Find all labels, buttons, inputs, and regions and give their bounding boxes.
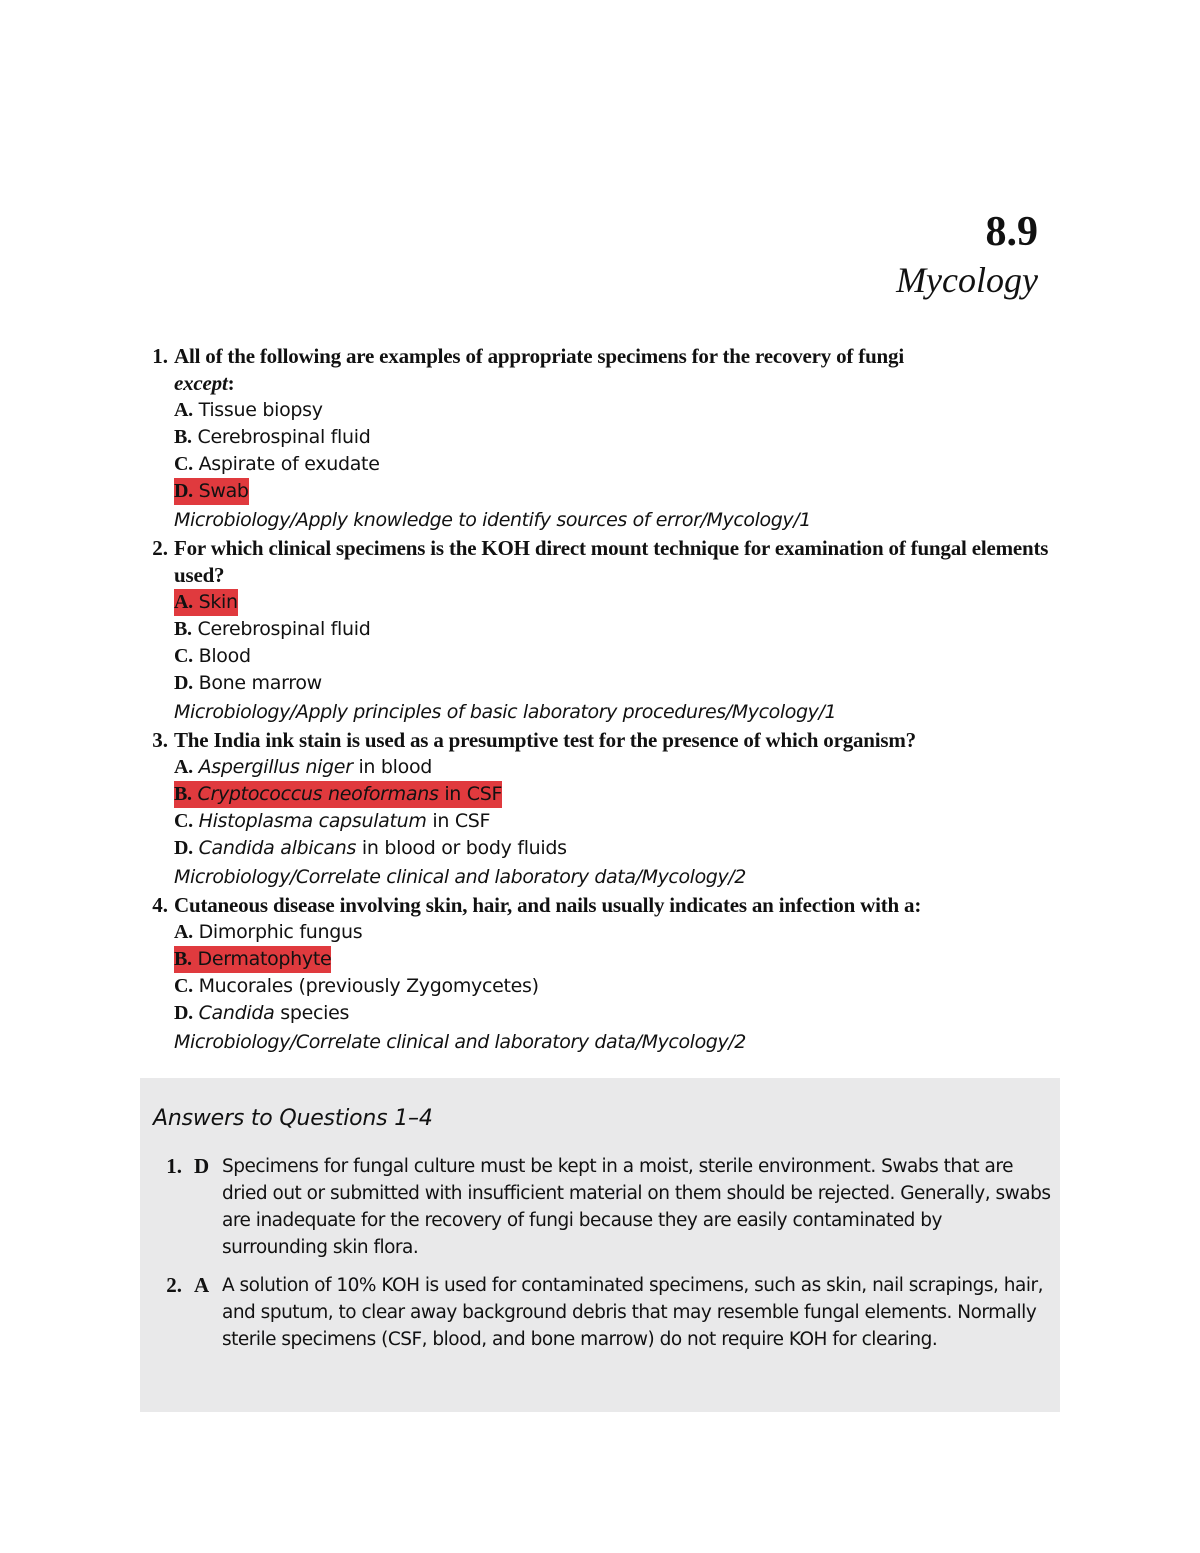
option-letter: C.: [174, 810, 193, 832]
option-b-correct-answer: [174, 781, 502, 808]
option-d: [174, 837, 567, 859]
option-text: Cerebrospinal fluid: [197, 618, 371, 640]
option-letter: D.: [174, 837, 193, 859]
option-text: in blood: [352, 756, 433, 778]
option-letter: C.: [174, 645, 193, 667]
answer-1: [140, 1153, 1051, 1261]
answer-number: 2.: [166, 1273, 182, 1297]
option-text: Tissue biopsy: [198, 399, 323, 421]
question-2: [140, 535, 1060, 727]
option-text: species: [274, 1002, 350, 1024]
option-c: [174, 810, 490, 832]
question-stem: The India ink stain is used as a presumptive test for the presence of which organism?: [174, 728, 916, 752]
option-text: Swab: [198, 480, 249, 502]
organism-name: Candida: [198, 1002, 275, 1024]
question-stem: [174, 343, 1060, 397]
answer-letter: D: [194, 1154, 210, 1178]
question-objective: Microbiology/Correlate clinical and laboratory data/Mycology/2: [174, 866, 746, 888]
option-letter: B.: [174, 948, 192, 970]
option-letter: A.: [174, 591, 193, 613]
chapter-title: Mycology: [896, 260, 1038, 300]
organism-name: Candida albicans: [198, 837, 357, 859]
organism-name: Histoplasma capsulatum: [198, 810, 427, 832]
option-b-correct-answer: [174, 946, 331, 973]
option-d: [174, 1002, 349, 1024]
answer-2: [140, 1272, 1043, 1353]
question-objective: Microbiology/Correlate clinical and laboratory data/Mycology/2: [174, 1031, 746, 1053]
question-number: 2.: [152, 536, 168, 560]
option-letter: C.: [174, 453, 193, 475]
question-stem: For which clinical specimens is the KOH direct mount technique for examination of fungal elements used?: [174, 536, 1049, 587]
organism-name: Aspergillus niger: [198, 756, 353, 778]
option-b: [174, 426, 371, 448]
option-c: [174, 453, 380, 475]
option-c: [174, 645, 251, 667]
option-text: in blood or body fluids: [356, 837, 567, 859]
organism-name: Cryptococcus neoformans: [197, 783, 439, 805]
option-text: in CSF: [438, 783, 503, 805]
option-text: Bone marrow: [198, 672, 322, 694]
option-a-correct-answer: [174, 589, 238, 616]
option-text: Dermatophyte: [197, 948, 332, 970]
option-letter: A.: [174, 399, 193, 421]
option-text: in CSF: [426, 810, 491, 832]
option-a: [174, 756, 432, 778]
option-a: [174, 399, 323, 421]
question-objective: Microbiology/Apply principles of basic laboratory procedures/Mycology/1: [174, 701, 837, 723]
question-stem-text: All of the following are examples of appropriate specimens for the recovery of fungi: [174, 344, 904, 368]
option-a: [174, 921, 362, 943]
answer-letter: A: [194, 1273, 210, 1297]
option-d-correct-answer: [174, 478, 249, 505]
question-number: 4.: [152, 893, 168, 917]
option-text: Dimorphic fungus: [198, 921, 363, 943]
question-stem-end: :: [227, 371, 235, 395]
question-stem: Cutaneous disease involving skin, hair, and nails usually indicates an infection with a:: [174, 893, 922, 917]
question-stem-emphasis: except: [174, 371, 228, 395]
option-d: [174, 672, 322, 694]
option-text: Cerebrospinal fluid: [197, 426, 371, 448]
answer-explanation: A solution of 10% KOH is used for contaminated specimens, such as skin, nail scrapings, hair, and sputum, to clear away background debris that may resemble fungal elements. Normally sterile specimens (CSF, blood, and bone marrow) do not require KOH for clearing.: [222, 1275, 1043, 1350]
option-letter: C.: [174, 975, 193, 997]
answers-box: [140, 1078, 1060, 1412]
question-4: [140, 892, 1060, 1057]
option-letter: A.: [174, 921, 193, 943]
option-text: Blood: [198, 645, 251, 667]
option-text: Skin: [198, 591, 238, 613]
option-letter: A.: [174, 756, 193, 778]
answer-explanation: Specimens for fungal culture must be kept in a moist, sterile environment. Swabs that are dried out or submitted with insufficient material on them should be rejected. Generally, swabs are inadequate for the recovery of fungi because they are easily contaminated by surrounding skin flora.: [222, 1156, 1051, 1258]
option-b: [174, 618, 371, 640]
option-letter: D.: [174, 672, 193, 694]
question-number: 3.: [152, 728, 168, 752]
option-letter: D.: [174, 480, 193, 502]
option-letter: B.: [174, 618, 192, 640]
question-objective: Microbiology/Apply knowledge to identify sources of error/Mycology/1: [174, 509, 811, 531]
option-c: [174, 975, 539, 997]
question-1: [140, 343, 1060, 535]
answers-title: Answers to Questions 1–4: [153, 1106, 433, 1131]
option-text: Mucorales (previously Zygomycetes): [198, 975, 539, 997]
question-number: 1.: [152, 344, 168, 368]
option-text: Aspirate of exudate: [198, 453, 380, 475]
answer-number: 1.: [166, 1154, 182, 1178]
option-letter: B.: [174, 426, 192, 448]
chapter-number: 8.9: [985, 209, 1038, 255]
option-letter: D.: [174, 1002, 193, 1024]
question-3: [140, 727, 1060, 892]
question-list: [140, 343, 1060, 1057]
option-letter: B.: [174, 783, 192, 805]
